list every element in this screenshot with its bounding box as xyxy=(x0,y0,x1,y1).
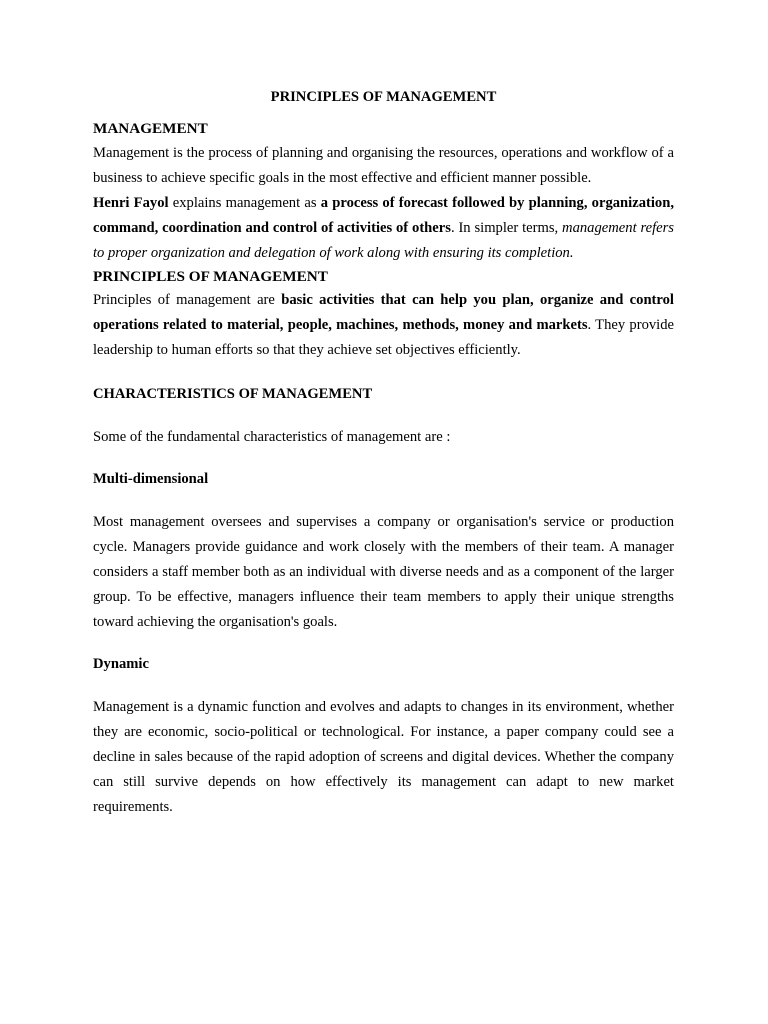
fayol-name: Henri Fayol xyxy=(93,195,169,211)
principles-text-a: Principles of management are xyxy=(93,292,282,308)
document-page xyxy=(93,86,674,820)
fayol-italic-summary: management refers to proper organization and delegation of work along with ensuring its completion. xyxy=(93,220,674,261)
paragraph-characteristics-intro: Some of the fundamental characteristics of management are : xyxy=(93,429,451,445)
heading-dynamic: Dynamic xyxy=(93,656,149,672)
heading-principles: PRINCIPLES OF MANAGEMENT xyxy=(93,268,328,285)
paragraph-multi-dimensional: Most management oversees and supervises a company or organisation's service or production cycle. Managers provide guidance and work closely with the members of their team. A manager considers a staff member both as an individual with diverse needs and as a component of the larger group. To be effective, managers influence their team members to apply their unique strengths toward achieving the organisation's goals. xyxy=(93,514,674,630)
heading-management: MANAGEMENT xyxy=(93,120,208,137)
heading-characteristics: CHARACTERISTICS OF MANAGEMENT xyxy=(93,386,373,402)
paragraph-management-definition: Management is the process of planning and organising the resources, operations and workflow of a business to achieve specific goals in the most effective and efficient manner possible. xyxy=(93,145,674,186)
paragraph-principles xyxy=(93,288,674,363)
fayol-bold-definition: a process of forecast followed by planning, organization, command, coordination and control of activities of others xyxy=(93,195,674,236)
heading-multi-dimensional: Multi-dimensional xyxy=(93,471,209,487)
fayol-text-a: explains management as xyxy=(168,195,321,211)
document-title: PRINCIPLES OF MANAGEMENT xyxy=(270,89,497,105)
fayol-text-b: . In simpler terms, xyxy=(450,220,563,236)
paragraph-fayol xyxy=(93,191,674,266)
principles-bold-definition: basic activities that can help you plan, organize and control operations related to material, people, machines, methods, money and markets xyxy=(93,292,674,333)
paragraph-dynamic: Management is a dynamic function and evolves and adapts to changes in its environment, whether they are economic, socio-political or technological. For instance, a paper company could see a decline in sales because of the rapid adoption of screens and digital devices. Whether the company can still survive depends on how effectively its management can adapt to new market requirements. xyxy=(93,699,674,815)
principles-text-b: . They provide leadership to human efforts so that they achieve set objectives efficiently. xyxy=(93,317,675,358)
